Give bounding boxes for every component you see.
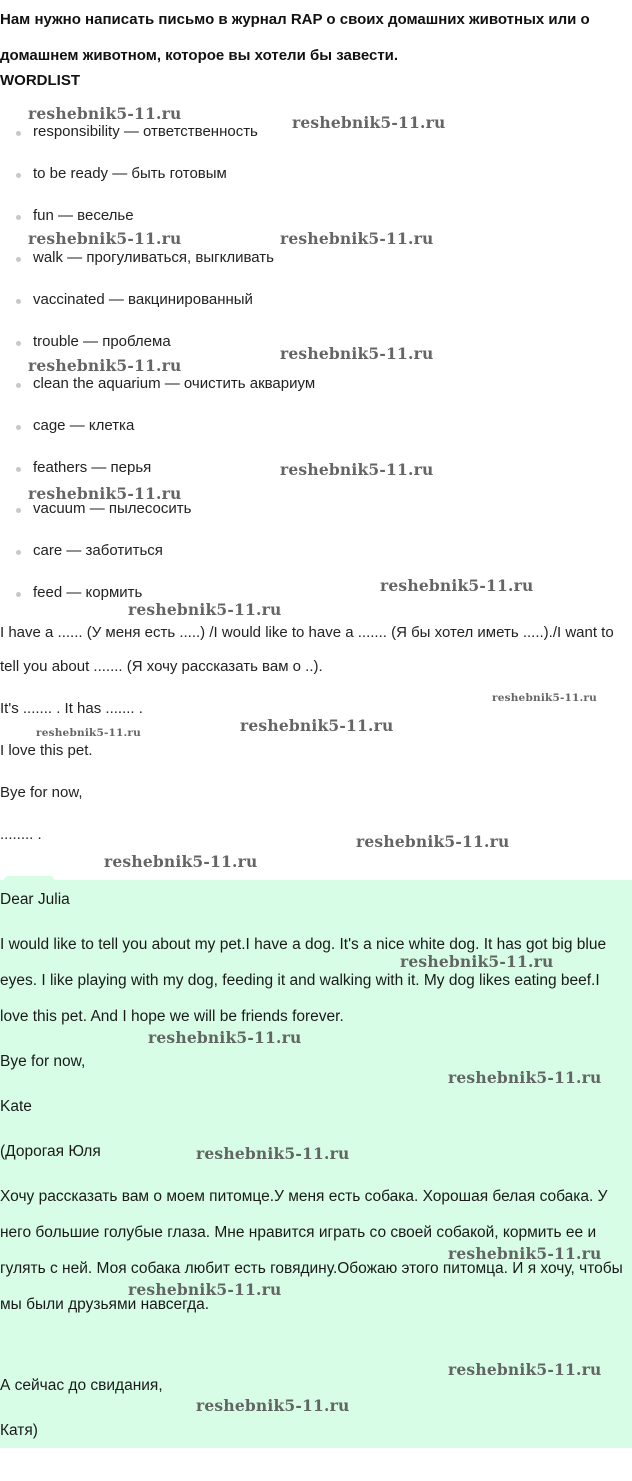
- bullet-icon: [16, 173, 21, 178]
- watermark: reshebnik5-11.ru: [380, 576, 534, 595]
- wordlist-item: vaccinated — вакцинированный: [16, 291, 616, 313]
- watermark: reshebnik5-11.ru: [28, 104, 182, 123]
- watermark: reshebnik5-11.ru: [448, 1244, 602, 1263]
- bullet-icon: [16, 131, 21, 136]
- answer-signature: Kate: [0, 1098, 32, 1115]
- bullet-icon: [16, 550, 21, 555]
- wordlist-item: fun — веселье: [16, 207, 616, 229]
- bullet-icon: [16, 215, 21, 220]
- watermark: reshebnik5-11.ru: [448, 1360, 602, 1379]
- bullet-icon: [16, 592, 21, 597]
- bullet-icon: [16, 383, 21, 388]
- watermark: reshebnik5-11.ru: [400, 952, 554, 971]
- template-description: It's ....... . It has ....... .: [0, 700, 143, 717]
- answer-body: I would like to tell you about my pet.I have a dog. It's a nice white dog. It has got big blue eyes. I like playing with my dog, feeding it and walking with it. My dog likes eating beef.I love this pet. And I hope we will be friends forever.: [0, 936, 607, 1025]
- answer-greeting: Dear Julia: [0, 891, 70, 908]
- watermark: reshebnik5-11.ru: [196, 1144, 350, 1163]
- watermark: reshebnik5-11.ru: [356, 832, 510, 851]
- watermark: reshebnik5-11.ru: [148, 1028, 302, 1047]
- template-closing: Bye for now,: [0, 784, 83, 801]
- watermark: reshebnik5-11.ru: [104, 852, 258, 871]
- watermark: reshebnik5-11.ru: [128, 600, 282, 619]
- watermark: reshebnik5-11.ru: [448, 1068, 602, 1087]
- watermark: reshebnik5-11.ru: [280, 460, 434, 479]
- watermark: reshebnik5-11.ru: [128, 1280, 282, 1299]
- translation-body: Хочу рассказать вам о моем питомце.У меня есть собака. Хорошая белая собака. У него большие голубые глаза. Мне нравится играть со своей собакой, кормить ее и гулять с ней. Моя собака любит есть говядину.Обожаю этого питомца. И я хочу, чтобы мы были друзьями навсегда.: [0, 1188, 623, 1313]
- wordlist-item: trouble — проблема: [16, 333, 616, 355]
- watermark: reshebnik5-11.ru: [492, 692, 597, 704]
- wordlist-item: walk — прогуливаться, выгкливать: [16, 249, 616, 271]
- answer-panel-tab: [4, 876, 54, 884]
- wordlist-heading: WORDLIST: [0, 72, 80, 89]
- bullet-icon: [16, 341, 21, 346]
- watermark: reshebnik5-11.ru: [36, 727, 141, 739]
- wordlist-item: feed — кормить: [16, 584, 616, 606]
- bullet-icon: [16, 467, 21, 472]
- bullet-icon: [16, 299, 21, 304]
- wordlist-item: feathers — перья: [16, 459, 616, 481]
- wordlist-item: care — заботиться: [16, 542, 616, 564]
- watermark: reshebnik5-11.ru: [240, 716, 394, 735]
- bullet-icon: [16, 508, 21, 513]
- wordlist-item: cage — клетка: [16, 417, 616, 439]
- watermark: reshebnik5-11.ru: [28, 356, 182, 375]
- wordlist-item: clean the aquarium — очистить аквариум: [16, 375, 616, 397]
- wordlist-item: vacuum — пылесосить: [16, 500, 616, 522]
- watermark: reshebnik5-11.ru: [292, 113, 446, 132]
- template-signature: ........ .: [0, 826, 42, 843]
- answer-closing: Bye for now,: [0, 1053, 86, 1070]
- wordlist-item: to be ready — быть готовым: [16, 165, 616, 187]
- bullet-icon: [16, 425, 21, 430]
- watermark: reshebnik5-11.ru: [196, 1396, 350, 1415]
- translation-signature: Катя): [0, 1422, 38, 1439]
- watermark: reshebnik5-11.ru: [28, 229, 182, 248]
- wordlist-item: responsibility — ответственность: [16, 123, 616, 145]
- watermark: reshebnik5-11.ru: [28, 484, 182, 503]
- watermark: reshebnik5-11.ru: [280, 344, 434, 363]
- watermark: reshebnik5-11.ru: [280, 229, 434, 248]
- translation-greeting: (Дорогая Юля: [0, 1143, 101, 1160]
- task-description: Нам нужно написать письмо в журнал RAP о своих домашних животных или о домашнем животном, которое вы хотели бы завести.: [0, 11, 590, 64]
- template-love: I love this pet.: [0, 742, 93, 759]
- translation-closing: А сейчас до свидания,: [0, 1377, 163, 1394]
- template-intro: I have a ...... (У меня есть .....) /I would like to have a ....... (Я бы хотел иметь .....)./I want to tell you about ....... (Я хочу рассказать вам о ..).: [0, 624, 614, 675]
- bullet-icon: [16, 257, 21, 262]
